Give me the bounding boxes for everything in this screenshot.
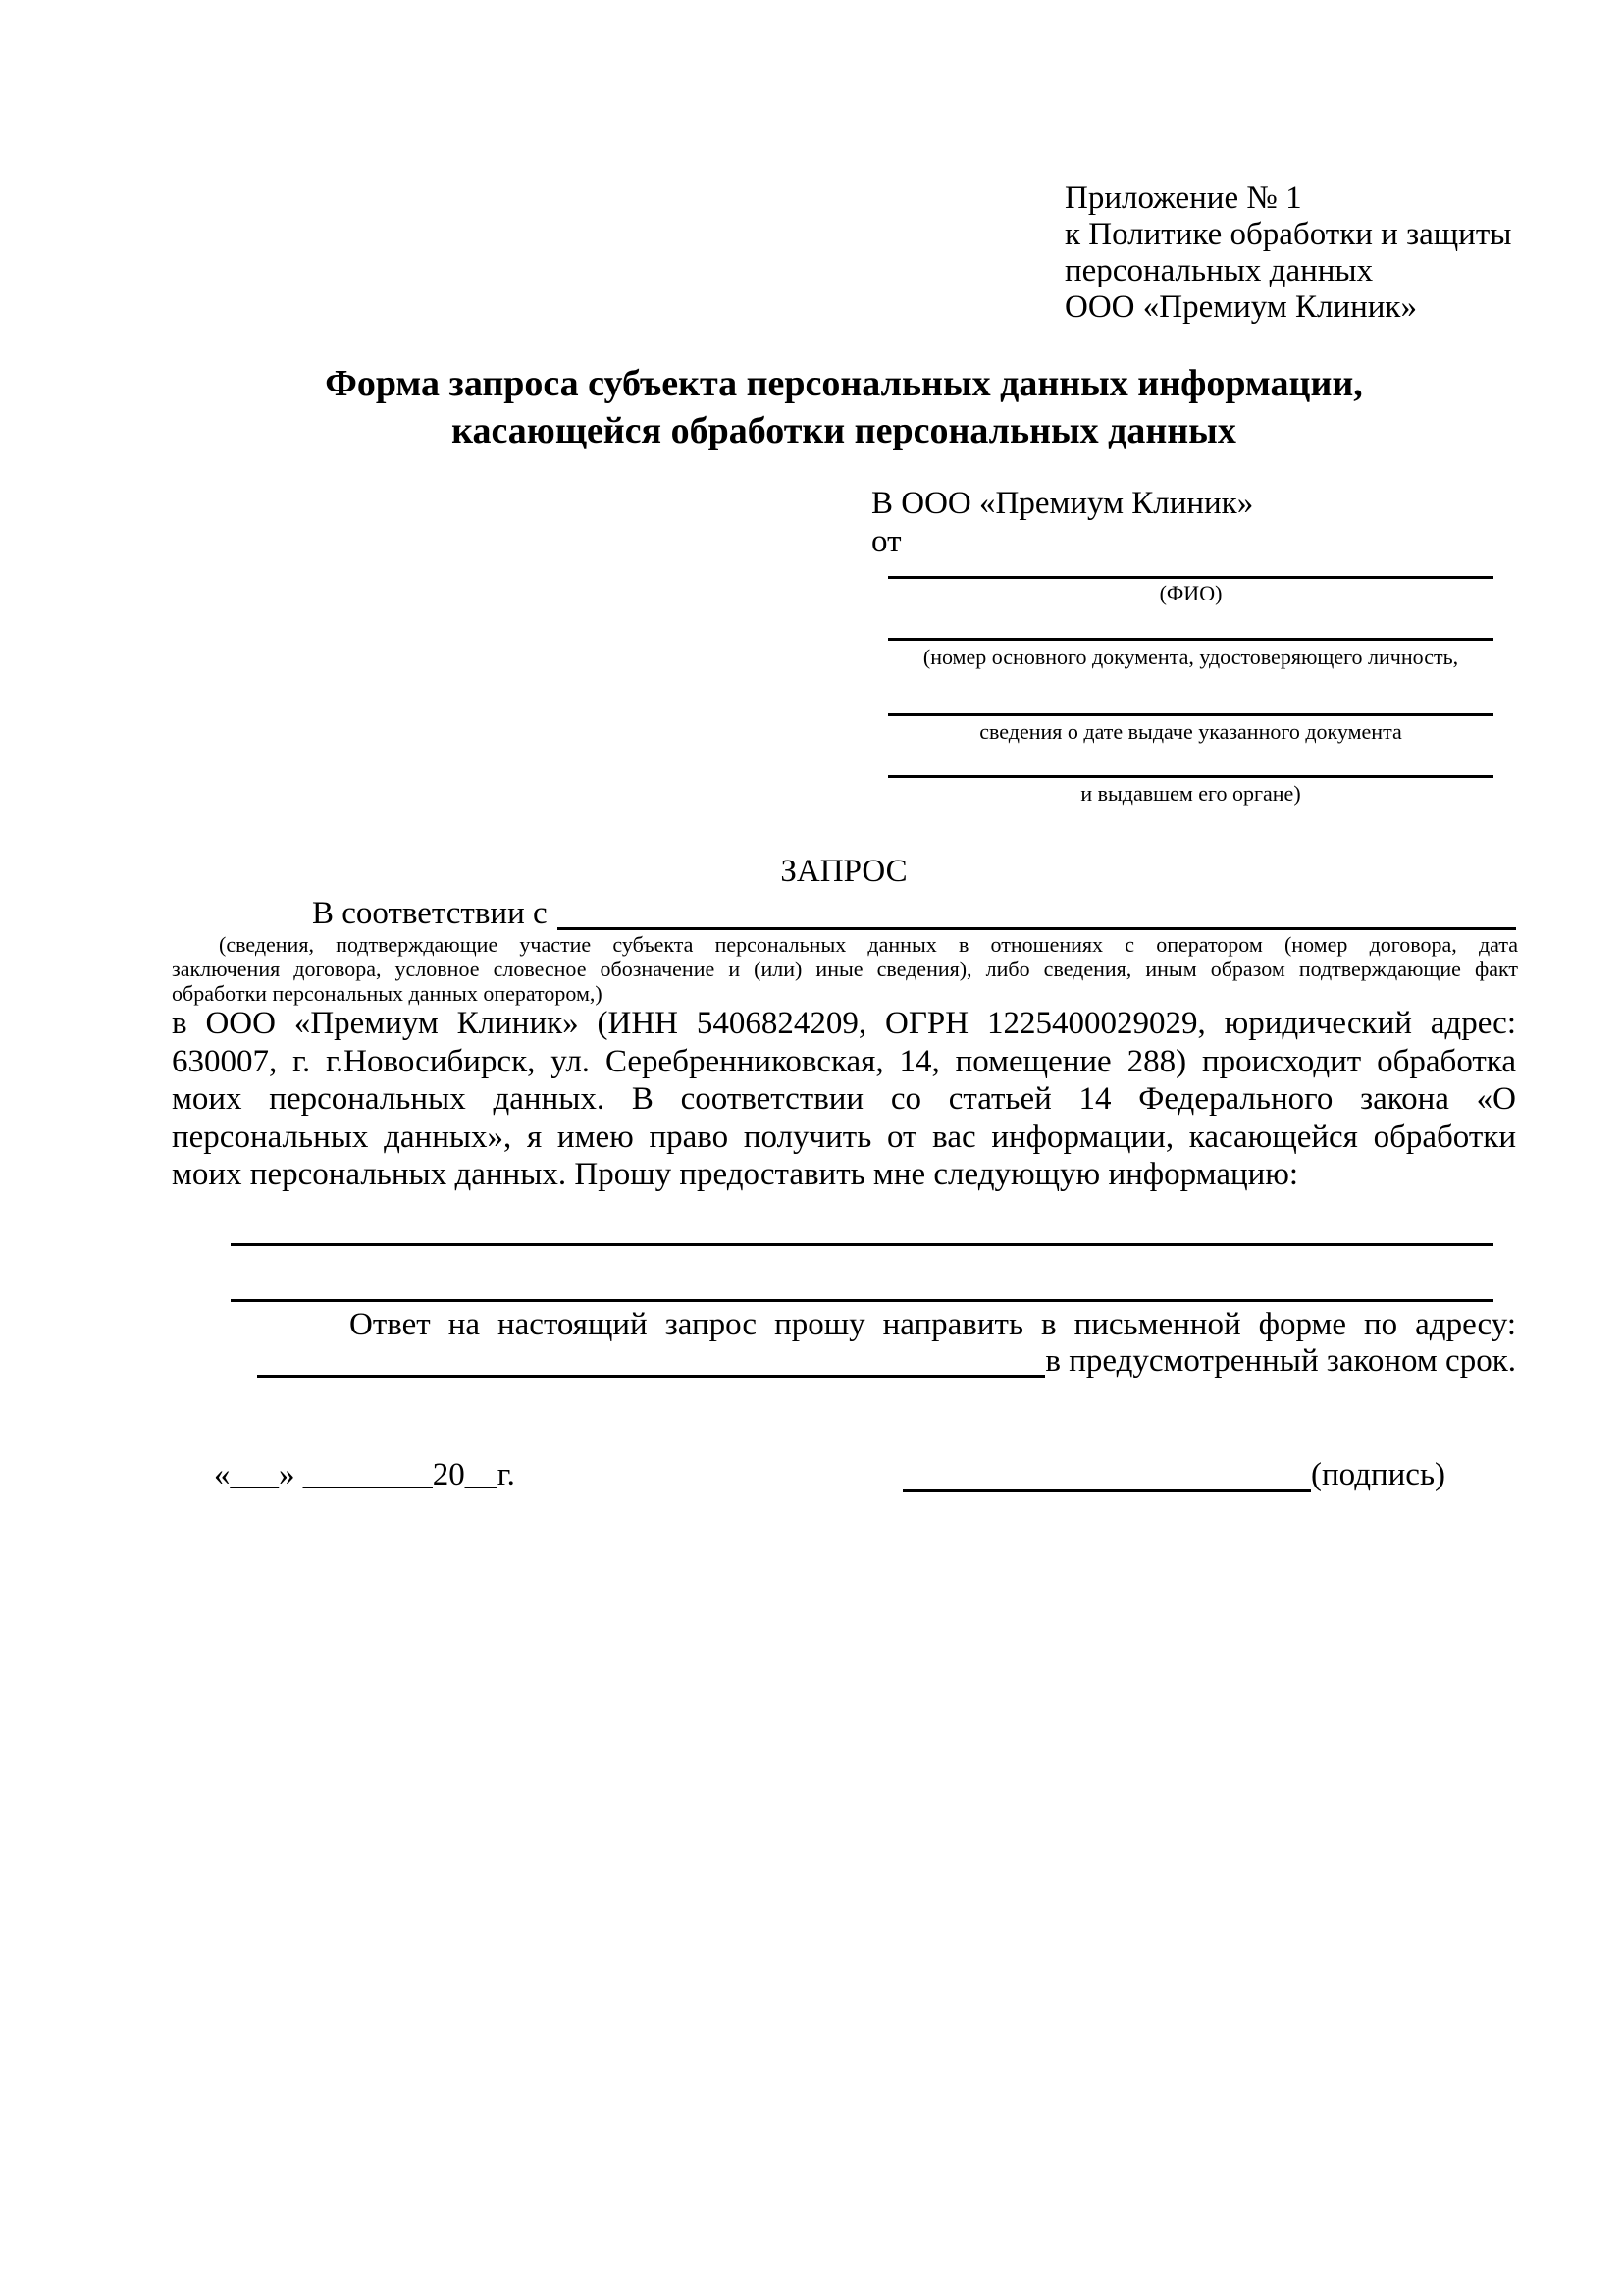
document-title-line: касающейся обработки персональных данных	[451, 410, 1236, 451]
date-blank: «___» ________20__г.	[214, 1457, 515, 1492]
reply-address-row	[257, 1343, 1516, 1379]
fio-fill-line	[888, 576, 1493, 579]
accordance-fill-line	[557, 927, 1516, 930]
doc-number-fill-line	[888, 638, 1493, 641]
reply-address-line: Ответ на настоящий запрос прошу направить в письменной форме по адресу:	[349, 1307, 1516, 1342]
doc-authority-caption: и выдавшем его органе)	[1080, 781, 1301, 806]
appendix-note-line: ООО «Премиум Клиник»	[1065, 289, 1417, 325]
appendix-note	[1065, 181, 1511, 326]
appendix-note-line: персональных данных	[1065, 253, 1374, 288]
signature-row	[903, 1456, 1445, 1493]
reply-tail-text: в предусмотренный законом срок.	[1045, 1343, 1516, 1379]
body-line: моих персональных данных. В соответствии со статьей 14 Федерального закона «О	[172, 1081, 1516, 1117]
addressee-from-label: от	[871, 524, 902, 559]
body-line: в ООО «Премиум Клиник» (ИНН 5406824209, ОГРН 1225400029029, юридический адрес:	[172, 1006, 1516, 1041]
body-line: 630007, г. г.Новосибирск, ул. Серебренниковская, 14, помещение 288) происходит обработка	[172, 1043, 1516, 1079]
fio-caption: (ФИО)	[1159, 581, 1223, 605]
address-fill-line	[257, 1375, 1045, 1378]
doc-number-caption: (номер основного документа, удостоверяющего личность,	[922, 645, 1459, 669]
doc-issue-date-fill-line	[888, 713, 1493, 716]
doc-authority-fill-line	[888, 775, 1493, 778]
accordance-row	[312, 896, 1516, 931]
appendix-note-line: к Политике обработки и защиты	[1065, 217, 1512, 252]
document-title	[172, 360, 1516, 454]
fine-print-line: обработки персональных данных оператором,)	[172, 981, 602, 1006]
body-line: моих персональных данных. Прошу предоставить мне следующую информацию:	[172, 1157, 1299, 1192]
request-heading: ЗАПРОС	[780, 854, 908, 889]
signature-caption: (подпись)	[1311, 1457, 1445, 1492]
document-title-line: Форма запроса субъекта персональных данных информации,	[325, 363, 1363, 404]
accordance-label: В соответствии с	[312, 896, 548, 931]
body-line: персональных данных», я имею право получить от вас информации, касающейся обработки	[172, 1119, 1516, 1155]
body-paragraph	[172, 1005, 1516, 1194]
fine-print-line: заключения договора, условное словесное обозначение и (или) иные сведения), либо сведения, иным образом подтверждающие факт	[172, 957, 1518, 981]
fine-print-paragraph	[172, 932, 1518, 1006]
signature-fill-line	[903, 1489, 1311, 1492]
addressee-to: В ООО «Премиум Клиник»	[871, 486, 1254, 521]
information-fill-line	[231, 1299, 1493, 1302]
addressee-block	[871, 485, 1253, 561]
information-fill-line	[231, 1243, 1493, 1246]
appendix-note-line: Приложение № 1	[1065, 181, 1302, 216]
fine-print-line: (сведения, подтверждающие участие субъекта персональных данных в отношениях с оператором (номер договора, дата	[219, 932, 1518, 957]
doc-issue-date-caption: сведения о дате выдаче указанного документа	[979, 719, 1402, 744]
